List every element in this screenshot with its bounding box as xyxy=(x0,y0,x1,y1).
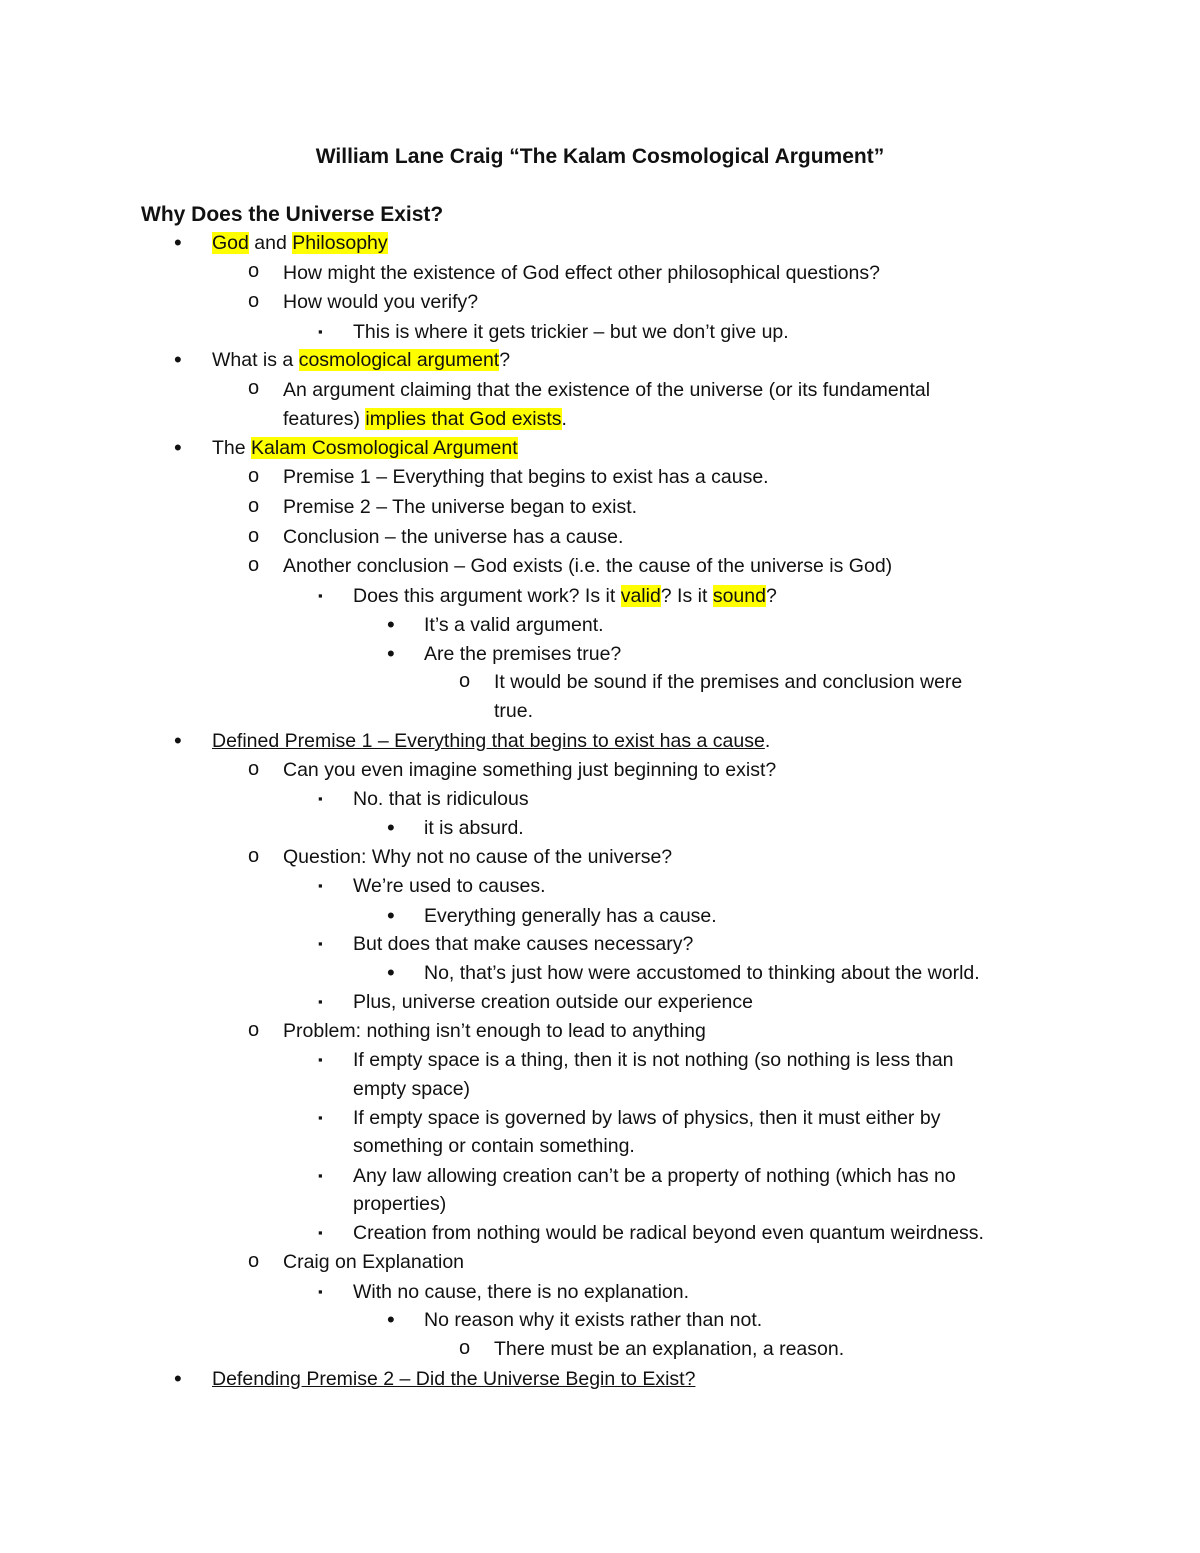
list-item: It would be sound if the premises and conclusion were xyxy=(494,671,963,693)
list-item: Another conclusion – God exists (i.e. the cause of the universe is God) xyxy=(283,555,893,577)
list-item: Defined Premise 1 – Everything that begins to exist has a cause. xyxy=(212,730,771,752)
bullet-level2: o xyxy=(248,758,260,780)
list-item: With no cause, there is no explanation. xyxy=(353,1281,690,1303)
list-item: Can you even imagine something just beginning to exist? xyxy=(283,759,777,781)
highlighted-text: sound xyxy=(712,585,766,607)
list-item: God and Philosophy xyxy=(212,232,388,254)
underlined-text: Defined Premise 1 – Everything that begins to exist has a cause xyxy=(212,730,765,752)
bullet-level3: ▪ xyxy=(318,936,323,951)
list-item: Problem: nothing isn’t enough to lead to anything xyxy=(283,1020,706,1042)
bullet-level2: o xyxy=(248,290,260,312)
list-item: Any law allowing creation can’t be a property of nothing (which has no xyxy=(353,1165,956,1187)
bullet-level3: ▪ xyxy=(318,588,323,603)
list-item: Plus, universe creation outside our experience xyxy=(353,991,753,1013)
bullet-level3: ▪ xyxy=(318,791,323,806)
bullet-level2: o xyxy=(248,525,260,547)
list-item: If empty space is a thing, then it is not nothing (so nothing is less than xyxy=(353,1049,954,1071)
bullet-level4: • xyxy=(387,612,395,637)
bullet-level2: o xyxy=(248,1250,260,1272)
bullet-level3: ▪ xyxy=(318,994,323,1009)
bullet-level3: ▪ xyxy=(318,1052,323,1067)
list-item: No reason why it exists rather than not. xyxy=(424,1309,763,1331)
bullet-level2: o xyxy=(248,1019,260,1041)
bullet-level3: ▪ xyxy=(318,324,323,339)
list-item-continuation: features) implies that God exists. xyxy=(283,408,567,430)
list-item-continuation: properties) xyxy=(353,1193,447,1215)
list-item: What is a cosmological argument? xyxy=(212,349,511,371)
bullet-level1: • xyxy=(174,230,182,255)
list-item-continuation: empty space) xyxy=(353,1078,471,1100)
list-item: But does that make causes necessary? xyxy=(353,933,694,955)
list-item: Conclusion – the universe has a cause. xyxy=(283,526,624,548)
list-item: Are the premises true? xyxy=(424,643,622,665)
list-item-continuation: true. xyxy=(494,700,534,722)
bullet-level5: o xyxy=(459,1337,471,1359)
bullet-level4: • xyxy=(387,815,395,840)
section-heading: Why Does the Universe Exist? xyxy=(141,203,444,226)
underlined-text: Defending Premise 2 – Did the Universe Begin to Exist? xyxy=(212,1368,696,1390)
bullet-level4: • xyxy=(387,1307,395,1332)
list-item: it is absurd. xyxy=(424,817,524,839)
bullet-level3: ▪ xyxy=(318,1284,323,1299)
list-item: The Kalam Cosmological Argument xyxy=(212,437,518,459)
highlighted-text: cosmological argument xyxy=(298,349,500,371)
list-item: Everything generally has a cause. xyxy=(424,905,717,927)
list-item: There must be an explanation, a reason. xyxy=(494,1338,845,1360)
bullet-level2: o xyxy=(248,554,260,576)
bullet-level3: ▪ xyxy=(318,878,323,893)
list-item-continuation: something or contain something. xyxy=(353,1135,635,1157)
bullet-level2: o xyxy=(248,495,260,517)
bullet-level2: o xyxy=(248,260,260,282)
bullet-level5: o xyxy=(459,670,471,692)
bullet-level2: o xyxy=(248,465,260,487)
list-item: How might the existence of God effect other philosophical questions? xyxy=(283,262,880,284)
list-item: This is where it gets trickier – but we don’t give up. xyxy=(353,321,789,343)
bullet-level3: ▪ xyxy=(318,1225,323,1240)
list-item: Premise 2 – The universe began to exist. xyxy=(283,496,638,518)
bullet-level1: • xyxy=(174,347,182,372)
list-item: How would you verify? xyxy=(283,291,479,313)
list-item: Premise 1 – Everything that begins to exist has a cause. xyxy=(283,466,769,488)
highlighted-text: implies that God exists xyxy=(365,408,562,430)
list-item: Craig on Explanation xyxy=(283,1251,465,1273)
bullet-level4: • xyxy=(387,960,395,985)
list-item: We’re used to causes. xyxy=(353,875,546,897)
list-item: Question: Why not no cause of the universe? xyxy=(283,846,673,868)
bullet-level3: ▪ xyxy=(318,1110,323,1125)
list-item: If empty space is governed by laws of physics, then it must either by xyxy=(353,1107,941,1129)
list-item: Creation from nothing would be radical beyond even quantum weirdness. xyxy=(353,1222,984,1244)
list-item: No. that is ridiculous xyxy=(353,788,529,810)
bullet-level1: • xyxy=(174,1366,182,1391)
list-item: Does this argument work? Is it valid? Is it sound? xyxy=(353,585,777,607)
list-item: An argument claiming that the existence of the universe (or its fundamental xyxy=(283,379,931,401)
bullet-level2: o xyxy=(248,845,260,867)
bullet-level4: • xyxy=(387,903,395,928)
bullet-level2: o xyxy=(248,377,260,399)
document-title: William Lane Craig “The Kalam Cosmological Argument” xyxy=(315,145,885,168)
highlighted-text: valid xyxy=(620,585,661,607)
bullet-level4: • xyxy=(387,641,395,666)
highlighted-text: Kalam Cosmological Argument xyxy=(251,437,518,459)
list-item: No, that’s just how were accustomed to thinking about the world. xyxy=(424,962,980,984)
list-item xyxy=(212,1364,695,1394)
bullet-level1: • xyxy=(174,728,182,753)
bullet-level3: ▪ xyxy=(318,1168,323,1183)
list-item: It’s a valid argument. xyxy=(424,614,604,636)
highlighted-text: God xyxy=(212,232,249,254)
bullet-level1: • xyxy=(174,435,182,460)
highlighted-text: Philosophy xyxy=(292,232,388,254)
